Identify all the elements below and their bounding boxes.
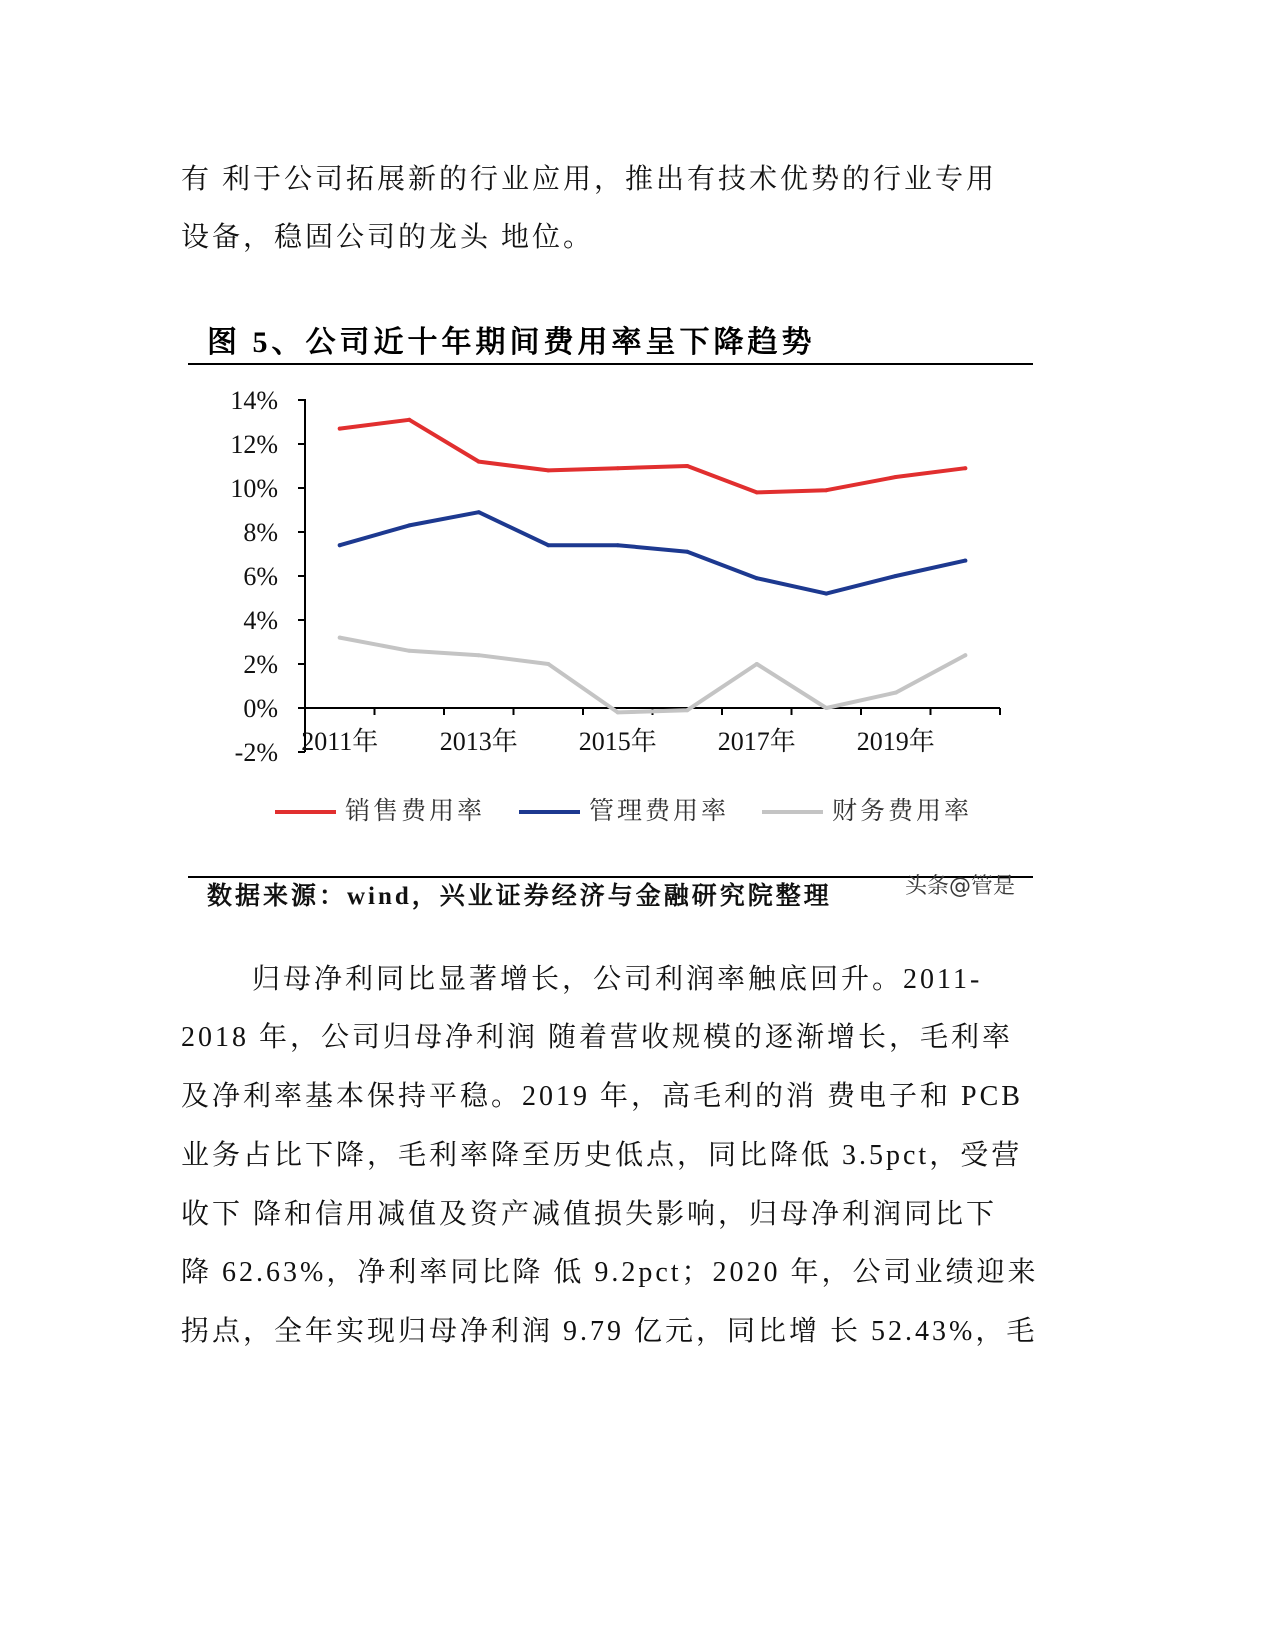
x-tick-label: 2013年 [439,727,518,756]
y-tick-label: 2% [243,650,278,679]
data-point-series-1 [546,468,550,472]
x-tick-label: 2017年 [717,727,796,756]
y-tick-label: 6% [243,562,278,591]
legend-label: 销售费用率 [345,798,486,825]
legend-swatch [519,810,580,814]
legend-item-3 [762,796,992,828]
x-tick-label: 2019年 [856,727,935,756]
series-line-1 [340,420,966,493]
y-tick-label: 10% [230,474,278,503]
y-tick-label: 4% [243,606,278,635]
data-point-series-3 [338,636,342,640]
data-point-series-1 [407,418,411,422]
figure-title: 图 5、公司近十年期间费用率呈下降趋势 [207,326,816,359]
legend-item-1 [275,796,505,828]
data-point-series-1 [755,490,759,494]
x-tick-label: 2011年 [301,727,379,756]
data-point-series-1 [477,460,481,464]
y-tick-label: 12% [230,430,278,459]
series-line-2 [340,512,966,593]
body-paragraph-line: 归母净利同比显著增长，公司利润率触底回升。2011- [252,964,983,995]
data-point-series-2 [894,574,898,578]
data-point-series-3 [546,662,550,666]
line-chart [188,380,1033,780]
data-point-series-1 [685,464,689,468]
data-point-series-2 [477,510,481,514]
data-point-series-1 [824,488,828,492]
data-point-series-2 [338,543,342,547]
data-point-series-3 [963,653,967,657]
data-point-series-2 [685,550,689,554]
body-paragraph-line: 收下 降和信用减值及资产减值损失影响，归母净利润同比下 [181,1199,998,1230]
data-point-series-2 [755,576,759,580]
body-paragraph-line: 业务占比下降，毛利率降至历史低点，同比降低 3.5pct，受营 [181,1140,1023,1171]
data-point-series-2 [824,592,828,596]
data-point-series-2 [616,543,620,547]
y-tick-label: 0% [243,694,278,723]
data-point-series-1 [963,466,967,470]
data-point-series-3 [407,649,411,653]
series-line-3 [340,638,966,713]
data-point-series-1 [338,427,342,431]
data-point-series-2 [546,543,550,547]
body-paragraph-line: 降 62.63%，净利率同比降 低 9.2pct；2020 年，公司业绩迎来 [181,1257,1039,1288]
figure-title-rule [188,363,1033,365]
data-point-series-3 [824,706,828,710]
legend-label: 财务费用率 [832,798,973,825]
data-point-series-3 [477,653,481,657]
source-note: 数据来源：wind，兴业证券经济与金融研究院整理 [207,883,832,910]
legend-label: 管理费用率 [589,798,730,825]
intro-paragraph-line: 有 利于公司拓展新的行业应用，推出有技术优势的行业专用 [181,164,998,195]
data-point-series-2 [407,523,411,527]
legend-item-2 [519,796,749,828]
body-paragraph-line: 拐点，全年实现归母净利润 9.79 亿元，同比增 长 52.43%，毛 [181,1316,1038,1347]
y-tick-label: 14% [230,386,278,415]
legend-swatch [275,810,336,814]
data-point-series-1 [616,466,620,470]
data-point-series-3 [616,710,620,714]
y-tick-label: -2% [234,738,278,767]
data-point-series-3 [755,662,759,666]
data-point-series-1 [894,475,898,479]
body-paragraph-line: 2018 年，公司归母净利润 随着营收规模的逐渐增长，毛利率 [181,1022,1014,1053]
data-point-series-2 [963,559,967,563]
body-paragraph-line: 及净利率基本保持平稳。2019 年，高毛利的消 费电子和 PCB [181,1081,1023,1112]
y-tick-label: 8% [243,518,278,547]
watermark: 头条@管是 [905,874,1016,899]
data-point-series-3 [685,708,689,712]
intro-paragraph-line: 设备，稳固公司的龙头 地位。 [181,222,595,253]
legend-swatch [762,810,823,814]
data-point-series-3 [894,691,898,695]
x-tick-label: 2015年 [578,727,657,756]
